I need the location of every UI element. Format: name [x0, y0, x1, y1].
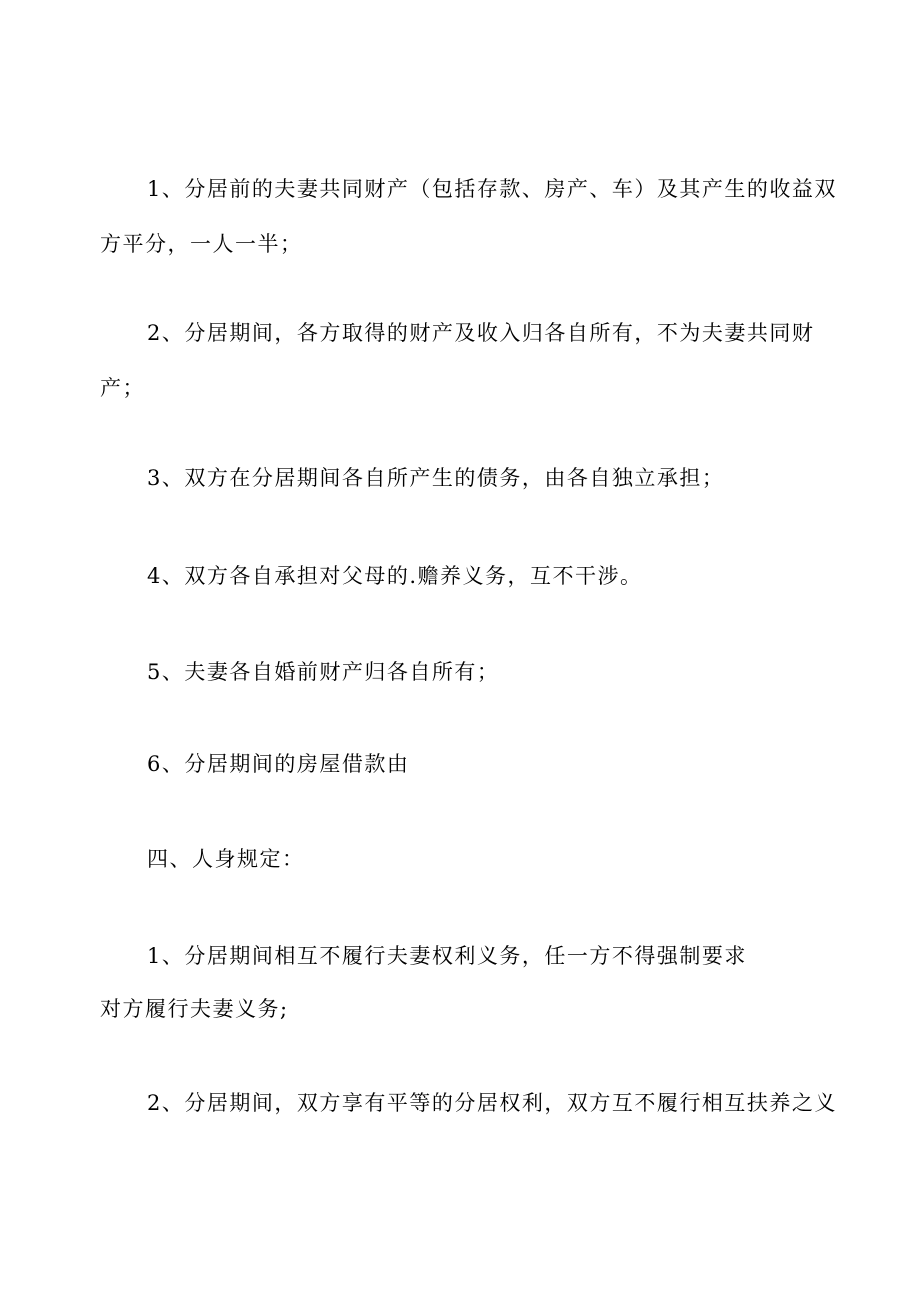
paragraph-no-obligations-line-2: 对方履行夫妻义务;: [100, 997, 289, 1021]
paragraph-property-split-line-2: 方平分，一人一半；: [100, 232, 303, 256]
paragraph-debts: 3、双方在分居期间各自所产生的债务，由各自独立承担；: [147, 466, 725, 490]
paragraph-equal-rights: 2、分居期间，双方享有平等的分居权利，双方互不履行相互扶养之义: [147, 1091, 837, 1115]
paragraph-separate-income-line-2: 产；: [100, 376, 145, 400]
paragraph-property-split-line-1: 1、分居前的夫妻共同财产（包括存款、房产、车）及其产生的收益双: [147, 177, 837, 201]
paragraph-separate-income-line-1: 2、分居期间，各方取得的财产及收入归各自所有，不为夫妻共同财: [147, 321, 815, 345]
paragraph-parents-support: 4、双方各自承担对父母的.赡养义务，互不干涉。: [147, 564, 643, 588]
paragraph-house-loan: 6、分居期间的房屋借款由: [147, 752, 410, 776]
section-heading-personal-provisions: 四、人身规定：: [147, 847, 305, 871]
paragraph-premarital-property: 5、夫妻各自婚前财产归各自所有；: [147, 660, 500, 684]
paragraph-no-obligations-line-1: 1、分居期间相互不履行夫妻权利义务，任一方不得强制要求: [147, 944, 747, 968]
